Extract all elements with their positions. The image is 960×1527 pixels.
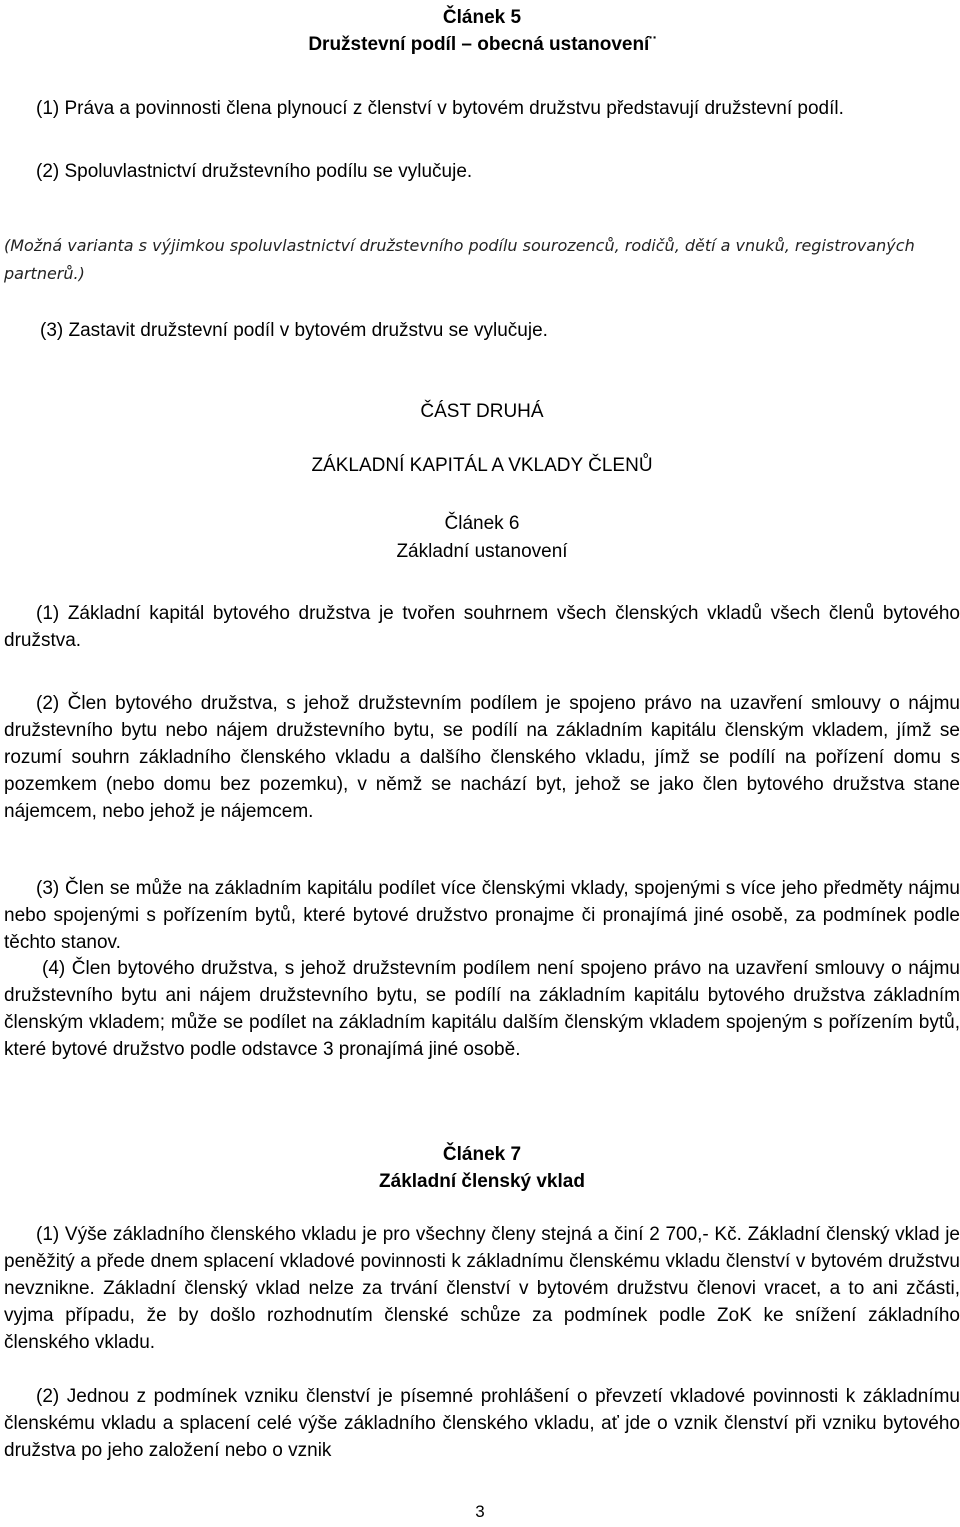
article-5-paragraph-2: (2) Spoluvlastnictví družstevního podílu se vylučuje. <box>36 161 473 182</box>
article-6-paragraph-2: (2) Člen bytového družstva, s jehož družstevním podílem je spojeno právo na uzavření smlouvy o nájmu družstevního bytu nebo nájem družstevního bytu, se podílí na základním kapitálu členským vkladem, jímž se rozumí souhrn základního členského vkladu a dalšího členského vkladu, jímž se podílí na pořízení domu s pozemkem (nebo domu bez pozemku), v němž se nachází byt, jehož se jako člen bytového družstva stane nájemcem, nebo jehož je nájemcem. <box>4 693 960 822</box>
part-2-heading: ČÁST DRUHÁ <box>420 401 544 422</box>
part-2-title: ZÁKLADNÍ KAPITÁL A VKLADY ČLENŮ <box>311 455 653 476</box>
article-6-paragraph-4: (4) Člen bytového družstva, s jehož družstevním podílem není spojeno právo na uzavření smlouvy o nájmu družstevního bytu ani nájem družstevního bytu, se podílí na základním kapitálu bytového družstva základním členským vkladem; může se podílet na základním kapitálu dalším členským vkladem spojeným s pořízením bytů, které bytové družstvo podle odstavce 3 pronajímá jiné osobě. <box>4 958 960 1060</box>
article-7-heading: Článek 7 <box>442 1144 522 1165</box>
article-5-variant-note: (Možná varianta s výjimkou spoluvlastnictví družstevního podílu sourozenců, rodičů, dětí a vnuků, registrovaných partnerů.) <box>4 236 915 283</box>
page-number: 3 <box>475 1502 485 1521</box>
article-5-heading: Článek 5 <box>442 7 522 28</box>
article-5-title: Družstevní podíl – obecná ustanovení¨ <box>308 34 656 55</box>
article-7-title: Základní členský vklad <box>379 1171 585 1192</box>
article-7-paragraph-1: (1) Výše základního členského vkladu je pro všechny členy stejná a činí 2 700,- Kč. Základní členský vklad je peněžitý a přede dnem splacení vkladové povinnosti k základnímu členskému vkladu členství v bytovém družstvu nevznikne. Základní členský vklad nelze za trvání členství v bytovém družstvu členovi vracet, a to ani zčásti, vyjma případu, že by došlo rozhodnutím členské schůze za podmínek podle ZoK ke snížení základního členského vkladu. <box>4 1224 960 1353</box>
article-6-title: Základní ustanovení <box>396 541 568 562</box>
article-6-paragraph-3: (3) Člen se může na základním kapitálu podílet více členskými vklady, spojenými s více jeho předměty nájmu nebo spojenými s pořízením bytů, které bytové družstvo pronajme či pronajímá jiné osobě, za podmínek podle těchto stanov. <box>4 878 960 953</box>
article-5-paragraph-3: (3) Zastavit družstevní podíl v bytovém družstvu se vylučuje. <box>40 320 548 341</box>
article-6-paragraph-1: (1) Základní kapitál bytového družstva je tvořen souhrnem všech členských vkladů všech členů bytového družstva. <box>4 603 960 651</box>
article-6-heading: Článek 6 <box>444 513 520 534</box>
article-5-paragraph-1: (1) Práva a povinnosti člena plynoucí z členství v bytovém družstvu představují družstevní podíl. <box>36 98 844 119</box>
article-7-paragraph-2: (2) Jednou z podmínek vzniku členství je písemné prohlášení o převzetí vkladové povinnosti k základnímu členskému vkladu a splacení celé výše základního členského vkladu, ať jde o vznik členství při vzniku bytového družstva po jeho založení nebo o vznik <box>4 1386 960 1461</box>
